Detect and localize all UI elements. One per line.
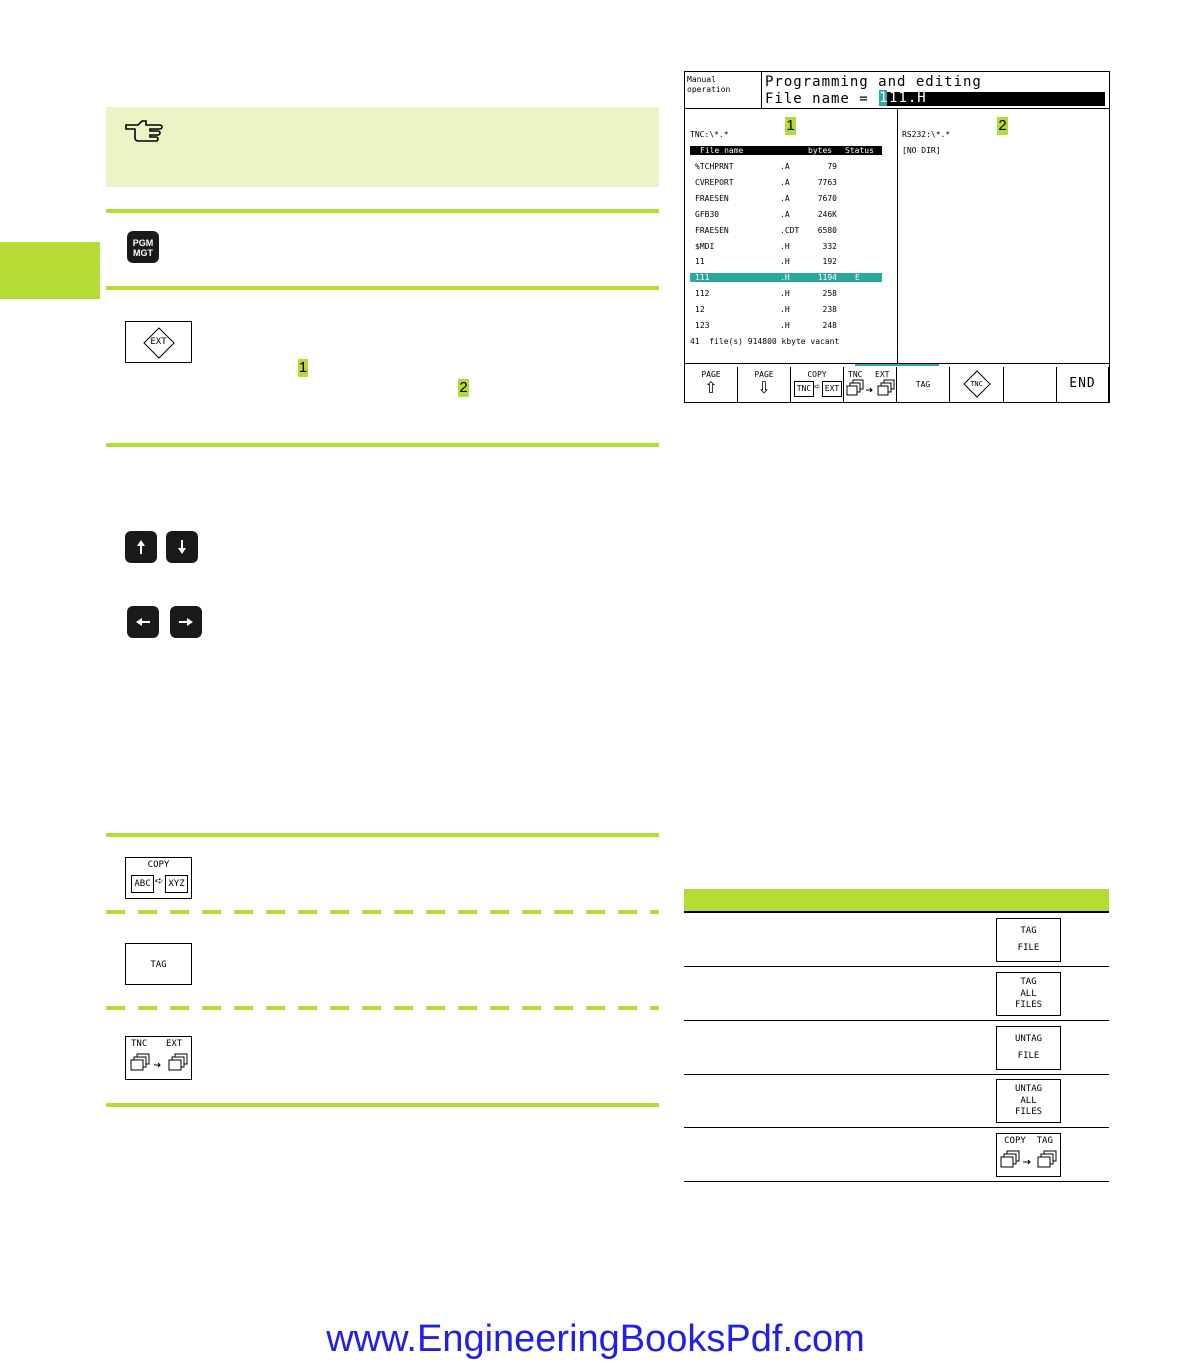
file-name: GFB30 — [695, 209, 720, 219]
file-ext: .A — [780, 162, 790, 171]
left-path: TNC:\*.* — [690, 130, 729, 139]
ext-softkey[interactable] — [125, 321, 192, 363]
softkey-copy-source: TNC — [794, 381, 814, 397]
file-name: 11 — [695, 257, 705, 267]
window-switch-left-label: TNC — [131, 1039, 148, 1049]
arrow-up-icon — [125, 531, 157, 563]
copy-arrow-icon: ➪ — [155, 876, 164, 887]
copy-softkey[interactable] — [125, 857, 192, 899]
file-status: E — [855, 273, 860, 283]
file-ext: .A — [780, 209, 790, 219]
file-ext: .H — [780, 273, 790, 283]
file-size: 248 — [822, 321, 837, 330]
arrow-down-key[interactable] — [166, 531, 198, 563]
file-ext: .H — [780, 241, 790, 251]
file-size: 258 — [822, 289, 837, 299]
file-list-header — [690, 146, 882, 155]
page-up-arrow-icon: ⇧ — [704, 378, 718, 397]
softkey-window-right: EXT — [875, 370, 890, 379]
arrow-right-icon — [170, 606, 202, 638]
softkey-window[interactable] — [844, 367, 897, 402]
file-size: 238 — [822, 305, 837, 315]
tag-table-softkey[interactable] — [996, 1026, 1061, 1070]
callout-1: 1 — [298, 359, 308, 376]
screen-mode: Manual operation — [687, 75, 731, 94]
softkey-end[interactable] — [1057, 367, 1109, 402]
file-row[interactable] — [690, 226, 882, 235]
tag-table-header — [684, 889, 1109, 913]
tnc-screen — [684, 71, 1110, 403]
file-name: %TCHPRNT — [695, 162, 734, 171]
window-switch-icon — [846, 379, 896, 399]
file-list-footer: 41 file(s) 914800 kbyte vacant — [690, 337, 840, 346]
tag-softkey-label: TAG — [150, 960, 167, 970]
tag-table-softkey[interactable] — [996, 1079, 1061, 1123]
file-ext: .A — [780, 193, 790, 203]
pgm-mgt-key-line1: PGM — [132, 238, 154, 248]
pgm-mgt-key[interactable] — [127, 231, 159, 263]
file-ext: .A — [780, 177, 790, 187]
section-divider — [106, 443, 659, 447]
window-switch-softkey[interactable] — [125, 1036, 192, 1080]
tag-table-row — [684, 1074, 1109, 1128]
file-row[interactable] — [690, 289, 882, 298]
file-row[interactable] — [690, 273, 882, 282]
file-ext: .H — [780, 321, 790, 330]
softkey-end-label: END — [1069, 376, 1096, 391]
tag-table-softkey[interactable] — [996, 918, 1061, 962]
tag-table-softkey-label: ALL — [1020, 1095, 1037, 1106]
file-row[interactable] — [690, 210, 882, 219]
section-divider-dashed — [106, 1006, 659, 1010]
tag-softkey[interactable] — [125, 943, 192, 985]
file-ext: .H — [780, 305, 790, 315]
file-size: 192 — [822, 257, 837, 267]
file-name: CVREPORT — [695, 177, 734, 187]
arrow-up-key[interactable] — [125, 531, 157, 563]
copy-target-box: XYZ — [165, 875, 188, 893]
softkey-tag-label: TAG — [915, 380, 931, 389]
file-name: $MDI — [695, 241, 715, 251]
file-name: 123 — [695, 321, 710, 330]
tag-table-softkey[interactable] — [996, 1133, 1061, 1177]
file-name: FRAESEN — [695, 193, 729, 203]
tag-table-softkey-label: FILES — [1014, 1107, 1043, 1117]
softkey-page-up-label: PAGE — [701, 370, 721, 379]
file-ext: .H — [780, 289, 790, 299]
ext-label: EXT — [150, 337, 167, 347]
tag-table-softkey-label: UNTAG — [1014, 1034, 1043, 1044]
arrow-left-key[interactable] — [127, 606, 159, 638]
file-name: FRAESEN — [695, 225, 729, 235]
file-row[interactable] — [690, 162, 882, 171]
watermark: www.EngineeringBooksPdf.com — [326, 1318, 865, 1360]
file-size: 79 — [827, 162, 837, 171]
header-name: File name — [700, 146, 744, 155]
screen-title: Programming and editing — [765, 74, 982, 90]
softkey-copy-arrow-icon: ➪ — [814, 382, 821, 391]
active-window-indicator — [855, 364, 939, 366]
softkey-tnc[interactable] — [950, 367, 1004, 402]
window-switch-right-label: EXT — [166, 1039, 183, 1049]
copy-softkey-label: COPY — [147, 860, 170, 870]
section-divider-dashed — [106, 910, 659, 914]
screen-file-value: 11.H — [889, 90, 927, 106]
pointing-hand-icon — [124, 119, 164, 143]
tag-table-softkey-label: UNTAG — [1014, 1084, 1043, 1094]
file-ext: .H — [780, 257, 790, 267]
file-name: 112 — [695, 289, 710, 299]
tag-table-softkey-label: FILE — [1017, 1051, 1040, 1061]
file-row[interactable] — [690, 242, 882, 251]
header-bytes: bytes — [808, 146, 833, 155]
softkey-window-left: TNC — [848, 370, 863, 379]
file-ext: .CDT — [780, 225, 800, 235]
section-divider — [106, 286, 659, 290]
softkey-page-up[interactable] — [685, 367, 738, 402]
right-window-line: [NO DIR] — [902, 146, 941, 155]
file-size: 332 — [822, 241, 837, 251]
arrow-left-icon — [127, 606, 159, 638]
right-path: RS232:\*.* — [902, 130, 951, 139]
tag-table-row — [684, 913, 1109, 967]
arrow-right-key[interactable] — [170, 606, 202, 638]
screen-header-divider-v — [761, 72, 762, 108]
arrow-down-icon — [166, 531, 198, 563]
tag-table-softkey-label: FILES — [1014, 1000, 1043, 1010]
page-down-arrow-icon: ⇩ — [757, 378, 771, 397]
window-divider — [897, 109, 898, 364]
file-size: 7763 — [817, 177, 837, 187]
window-switch-icon — [129, 1052, 189, 1076]
file-name: 111 — [695, 273, 710, 283]
screen-marker-2: 2 — [998, 117, 1007, 134]
screen-marker-1: 1 — [786, 117, 795, 134]
tag-table-row — [684, 967, 1109, 1021]
file-row[interactable] — [690, 321, 882, 330]
file-row[interactable] — [690, 178, 882, 187]
screen-file-input[interactable] — [879, 92, 1105, 106]
tag-table-softkey-label: COPY TAG — [1004, 1136, 1053, 1146]
screen-file-cursor: 1 — [879, 90, 888, 106]
file-name: 12 — [695, 305, 705, 315]
file-row[interactable] — [690, 194, 882, 203]
file-row[interactable] — [690, 305, 882, 314]
tag-table-softkey[interactable] — [996, 972, 1061, 1016]
screen-file-label: File name = — [765, 91, 869, 107]
file-size: 6580 — [817, 225, 837, 235]
file-size: 246K — [817, 209, 837, 219]
softkey-page-down[interactable] — [738, 367, 791, 402]
chapter-side-tab — [0, 242, 100, 299]
tag-table-softkey-label: FILE — [1017, 943, 1040, 953]
copy-tag-icon — [999, 1149, 1059, 1175]
callout-2: 2 — [459, 379, 468, 396]
file-size: 7670 — [817, 193, 837, 203]
file-size: 1194 — [817, 273, 837, 283]
softkey-page-down-label: PAGE — [754, 370, 774, 379]
softkey-tnc-label: TNC — [970, 380, 983, 388]
section-divider — [106, 1103, 659, 1107]
tag-table-row — [684, 1021, 1109, 1075]
softkey-copy[interactable] — [791, 367, 844, 402]
softkey-tag[interactable] — [897, 367, 950, 402]
file-row[interactable] — [690, 257, 882, 266]
softkey-blank[interactable] — [1004, 367, 1057, 402]
section-divider — [106, 209, 659, 213]
tag-table-softkey-label: TAG — [1020, 926, 1037, 936]
tag-table-softkey-label: ALL — [1020, 988, 1037, 999]
softkey-copy-target: EXT — [822, 381, 842, 397]
section-divider — [106, 833, 659, 837]
pgm-mgt-key-line2: MGT — [133, 248, 153, 258]
header-status: Status — [845, 146, 874, 155]
copy-source-box: ABC — [131, 875, 154, 893]
tag-table-softkey-label: TAG — [1020, 977, 1037, 987]
softkey-copy-label: COPY — [807, 370, 827, 379]
tag-table-row — [684, 1128, 1109, 1182]
note-box — [106, 107, 659, 187]
